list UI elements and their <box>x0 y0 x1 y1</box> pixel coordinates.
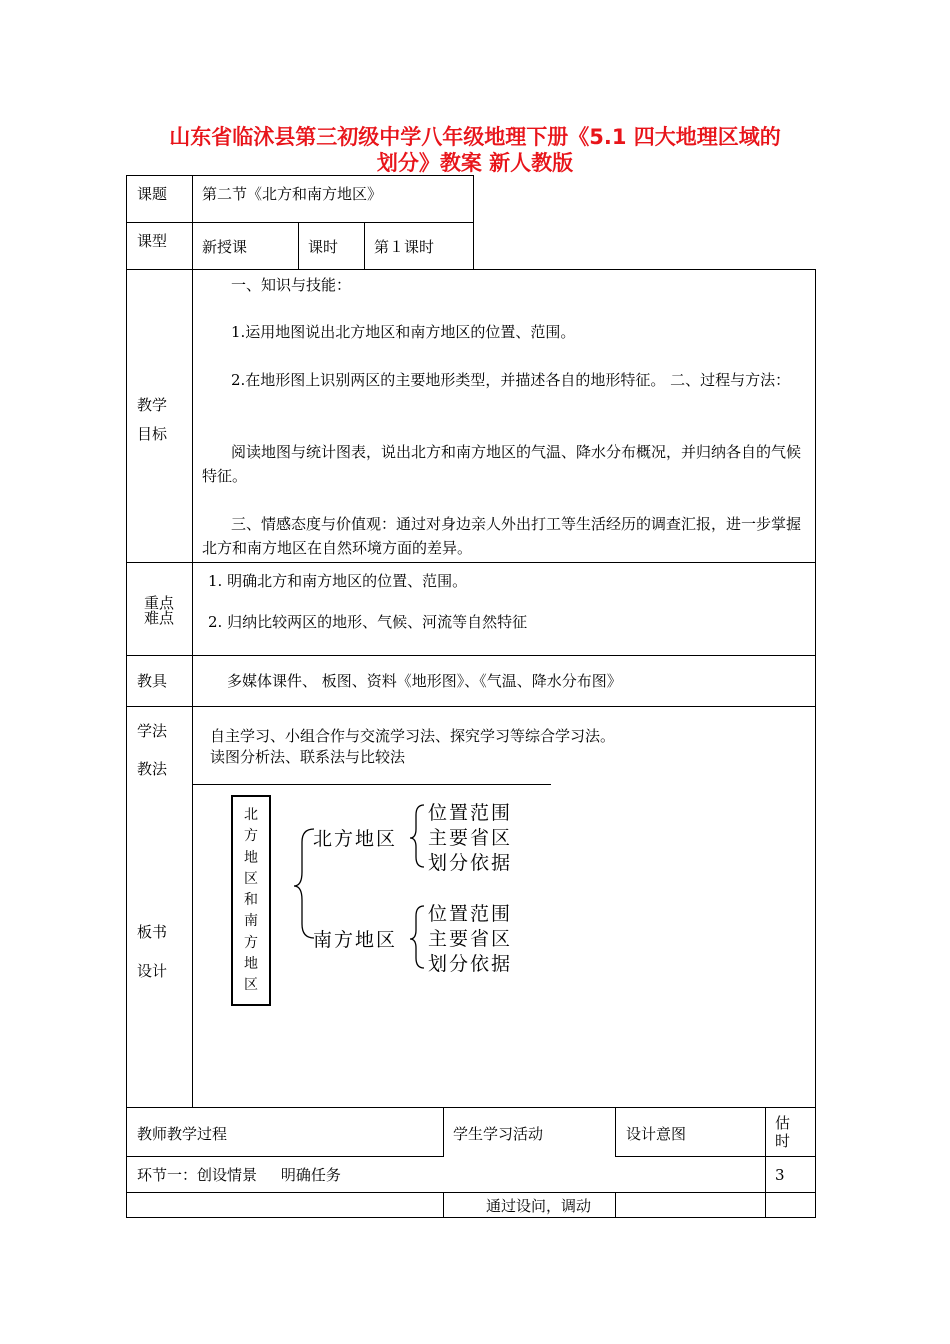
board-label-line-2: 设计 <box>137 962 168 980</box>
objectives-label-line-2: 目标 <box>137 425 168 443</box>
objective-item-1: 1.运用地图说出北方地区和南方地区的位置、范围。 <box>231 323 576 341</box>
class-hours-value: 第１课时 <box>374 238 435 256</box>
north-item-1: 位置范围 <box>428 802 513 824</box>
method-label-line-1: 学法 <box>137 722 168 740</box>
process-header-teacher: 教师教学过程 <box>137 1125 228 1143</box>
method-line-1: 自主学习、小组合作与交流学习法、探究学习等综合学习法。 <box>210 727 616 745</box>
north-item-2: 主要省区 <box>428 827 513 849</box>
keypoint-item-2: 2. 归纳比较两区的地形、气候、河流等自然特征 <box>208 613 528 631</box>
process-header-time-line-2: 时 <box>775 1132 791 1150</box>
stage-1-student-activity: 通过设问，调动 <box>486 1197 592 1215</box>
south-item-3: 划分依据 <box>428 953 513 975</box>
south-item-2: 主要省区 <box>428 928 513 950</box>
lesson-type-label: 课型 <box>137 232 168 250</box>
tools-label: 教具 <box>137 672 168 690</box>
process-header-intent: 设计意图 <box>626 1125 687 1143</box>
stage-1-label: 环节一：创设情景 明确任务 <box>137 1166 341 1184</box>
document-title-line-2: 划分》教案 新人教版 <box>376 151 574 175</box>
north-brace <box>410 805 424 867</box>
class-hours-label: 课时 <box>308 238 339 256</box>
topic-label: 课题 <box>137 185 168 203</box>
objectives-label-line-1: 教学 <box>137 396 168 414</box>
objectives-heading-knowledge: 一、知识与技能： <box>231 276 352 294</box>
south-brace <box>410 906 424 968</box>
board-vertical-title: 北 方 地 区 和 南 方 地 区 <box>244 807 258 994</box>
main-brace <box>294 829 314 938</box>
stage-1-time: 3 <box>775 1166 785 1184</box>
north-item-3: 划分依据 <box>428 852 513 874</box>
keypoints-label-line-2: 难点 <box>144 609 175 627</box>
north-region-label: 北方地区 <box>313 828 398 850</box>
objective-item-4: 三、情感态度与价值观：通过对身边亲人外出打工等生活经历的调查汇报，进一步掌握北方和南方地区在自然环境方面的差异。 <box>202 515 802 557</box>
lesson-type-value: 新授课 <box>202 238 248 256</box>
south-item-1: 位置范围 <box>428 903 513 925</box>
south-region-label: 南方地区 <box>313 929 398 951</box>
process-header-student: 学生学习活动 <box>453 1125 544 1143</box>
board-label-line-1: 板书 <box>137 923 168 941</box>
objective-item-2: 2.在地形图上识别两区的主要地形类型，并描述各自的地形特征。 二、过程与方法： <box>231 371 791 389</box>
tools-value: 多媒体课件、 板图、资料《地形图》、《气温、降水分布图》 <box>227 672 622 690</box>
document-title-line-1: 山东省临沭县第三初级中学八年级地理下册《5.1 四大地理区域的 <box>169 125 781 149</box>
method-line-2: 读图分析法、联系法与比较法 <box>210 748 406 766</box>
keypoint-item-1: 1. 明确北方和南方地区的位置、范围。 <box>208 572 468 590</box>
process-header-time-line-1: 估 <box>775 1114 791 1132</box>
keypoints-label-line-1: 重点 <box>144 594 175 612</box>
topic-value: 第二节《北方和南方地区》 <box>202 185 383 203</box>
objective-item-3: 阅读地图与统计图表，说出北方和南方地区的气温、降水分布概况，并归纳各自的气候特征。 <box>202 443 802 485</box>
method-label-line-2: 教法 <box>137 760 168 778</box>
